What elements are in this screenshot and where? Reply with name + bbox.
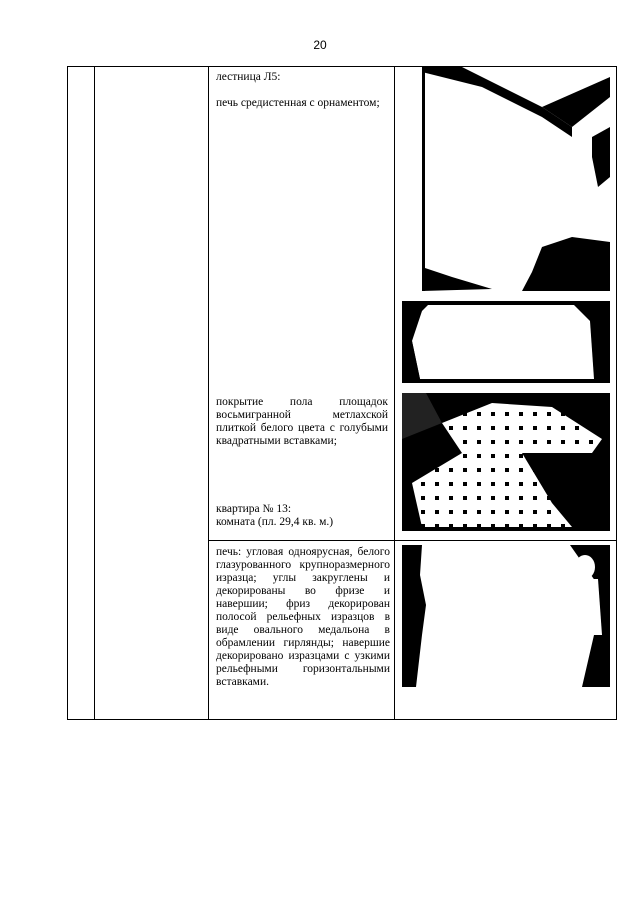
photo-tile-floor <box>402 393 610 531</box>
stair-label: лестница Л5: <box>216 71 281 83</box>
column-divider <box>94 67 95 719</box>
column-divider <box>208 67 209 719</box>
stove-ornament-label: печь средистенная с орнаментом; <box>216 97 380 109</box>
column-divider <box>394 67 395 719</box>
apartment-label: квартира № 13: <box>216 503 292 515</box>
photo-stove-top <box>402 301 610 383</box>
row-divider <box>208 540 616 541</box>
room-label: комната (пл. 29,4 кв. м.) <box>216 516 334 528</box>
page-number: 20 <box>313 38 327 52</box>
photo-stairwell-stove <box>422 67 610 291</box>
stove-description-text: печь: угловая одноярусная, белого глазурованного крупноразмерного изразца; углы закруглены и декорированы во фризе и навершии; фриз декорирован полосой рельефных изразцов в виде овального медальона в обрамлении гирлянды; навершие декорировано изразцами с узкими рельефными горизонтальными вставками. <box>216 546 390 688</box>
inventory-table <box>67 66 617 720</box>
photo-corner-stove <box>402 545 610 687</box>
floor-covering-text: покрытие пола площадок восьмигранной метлахской плиткой белого цвета с голубыми квадратными вставками; <box>216 396 388 447</box>
